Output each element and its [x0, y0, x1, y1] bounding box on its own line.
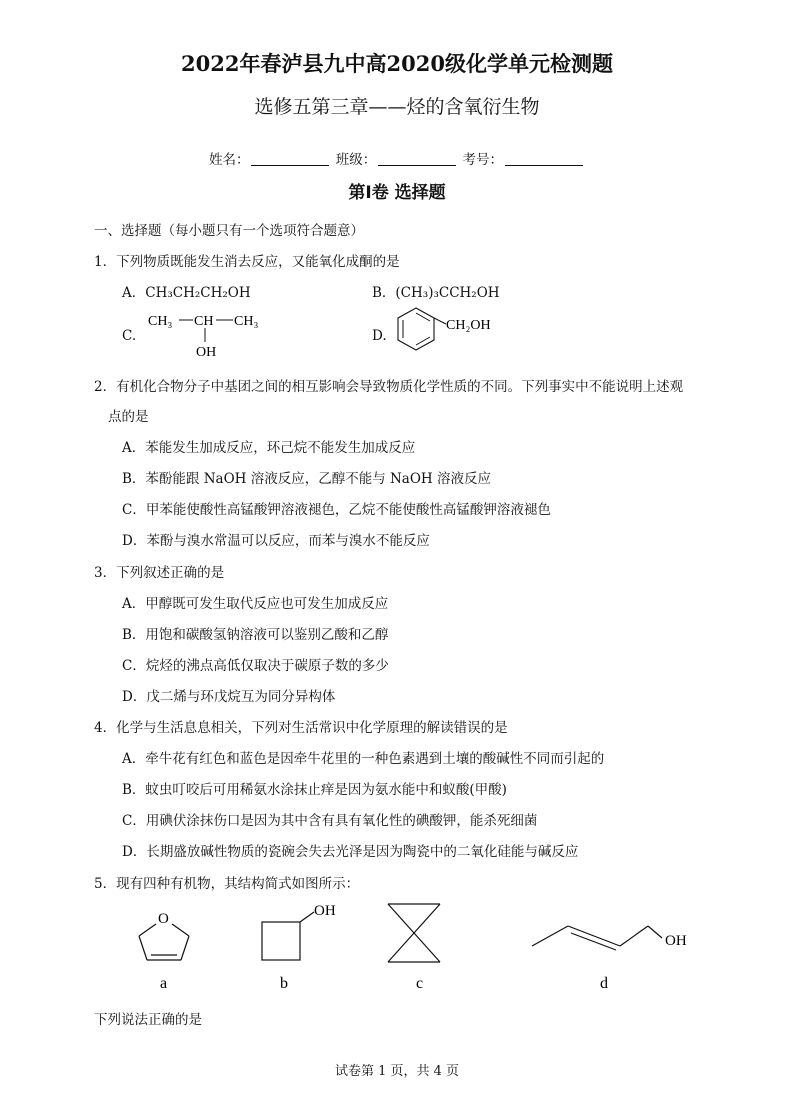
ch-text: CH — [194, 314, 214, 329]
label-a: a — [160, 975, 168, 992]
structure-a — [139, 911, 189, 960]
ch3-right-text: CH₃ — [234, 314, 259, 329]
bond-line — [568, 926, 620, 946]
question-4-option-a: A．牵牛花有红色和蓝色是因牵牛花里的一种色素遇到土壤的酸碱性不同而引起的 — [122, 751, 605, 767]
class-blank[interactable] — [378, 153, 456, 166]
question-3-stem: 3．下列叙述正确的是 — [94, 565, 225, 581]
structure-b — [262, 903, 336, 960]
bond-line — [139, 936, 147, 960]
question-1-option-d: D. — [372, 328, 387, 344]
bond-line — [532, 926, 568, 946]
exam-no-blank[interactable] — [505, 153, 583, 166]
question-2-stem-cont: 点的是 — [108, 409, 149, 425]
question-2-option-a: A．苯能发生加成反应，环己烷不能发生加成反应 — [122, 440, 416, 456]
question-3-option-c: C．烷烃的沸点高低仅取决于碳原子数的多少 — [122, 658, 389, 674]
name-blank[interactable] — [251, 153, 329, 166]
label-d: d — [600, 975, 608, 992]
question-4-stem: 4．化学与生活息息相关，下列对生活常识中化学原理的解读错误的是 — [94, 720, 508, 736]
page-title: 2022年春泸县九中高2020级化学单元检测题 — [181, 51, 613, 76]
page-footer: 试卷第 1 页，共 4 页 — [334, 1064, 460, 1079]
oh-text: OH — [665, 933, 687, 949]
bond-line — [139, 924, 156, 936]
oh-text: OH — [314, 903, 336, 919]
question-1-option-b: B．(CH₃)₃CCH₂OH — [372, 285, 500, 301]
exam-no-label: 考号： — [462, 152, 504, 168]
question-2-option-d: D．苯酚与溴水常温可以反应，而苯与溴水不能反应 — [122, 533, 430, 549]
bond-line — [300, 912, 314, 922]
bond-line — [620, 926, 648, 946]
name-label: 姓名： — [208, 152, 250, 168]
class-label: 班级： — [335, 152, 377, 168]
question-1-option-a: A．CH₃CH₂CH₂OH — [122, 285, 251, 301]
cyclobutane-ring-icon — [262, 922, 300, 960]
bond-line — [172, 924, 189, 936]
structure-benzyl-alcohol — [392, 304, 512, 362]
ch3-left-text: CH₃ — [148, 314, 173, 329]
bond-line — [434, 318, 446, 324]
page-subtitle: 选修五第三章——烃的含氧衍生物 — [254, 96, 540, 118]
question-2-option-c: C．甲苯能使酸性高锰酸钾溶液褪色，乙烷不能使酸性高锰酸钾溶液褪色 — [122, 502, 551, 518]
label-b: b — [280, 975, 288, 992]
ch2oh-text: CH₂OH — [446, 318, 491, 333]
question-2-stem: 2．有机化合物分子中基团之间的相互影响会导致物质化学性质的不同。下列事实中不能说明上述观 — [94, 379, 684, 395]
bond-line — [648, 926, 662, 938]
structures-figure — [120, 900, 720, 996]
question-4-option-b: B．蚊虫叮咬后可用稀氨水涂抹止痒是因为氨水能中和蚁酸(甲酸) — [122, 782, 507, 798]
question-3-option-b: B．用饱和碳酸氢钠溶液可以鉴别乙酸和乙醇 — [122, 627, 389, 643]
question-4-option-c: C．用碘伏涂抹伤口是因为其中含有具有氧化性的碘酸钾，能杀死细菌 — [122, 813, 538, 829]
structure-d — [532, 926, 687, 950]
question-3-option-a: A．甲醇既可发生取代反应也可发生加成反应 — [122, 596, 389, 612]
oh-text: OH — [196, 345, 217, 360]
question-4-option-d: D．长期盛放碱性物质的瓷碗会失去光泽是因为陶瓷中的二氧化硅能与碱反应 — [122, 844, 579, 860]
structure-2-propanol — [146, 308, 276, 360]
label-c: c — [416, 975, 424, 992]
question-2-option-b: B．苯酚能跟 NaOH 溶液反应，乙醇不能与 NaOH 溶液反应 — [122, 471, 491, 487]
question-1-stem: 1．下列物质既能发生消去反应，又能氧化成酮的是 — [94, 254, 400, 270]
structure-c — [388, 904, 440, 962]
section-title: 第Ⅰ卷 选择题 — [348, 183, 446, 203]
bond-line — [181, 936, 189, 960]
instruction: 一、选择题（每小题只有一个选项符合题意） — [94, 223, 364, 239]
question-5-stem: 5．现有四种有机物，其结构简式如图所示： — [94, 876, 360, 892]
student-info — [0, 148, 794, 168]
question-5-followup: 下列说法正确的是 — [94, 1012, 202, 1028]
oxygen-atom-text: O — [158, 911, 169, 927]
question-1-option-c: C. — [122, 328, 137, 344]
question-3-option-d: D．戊二烯与环戊烷互为同分异构体 — [122, 689, 336, 705]
